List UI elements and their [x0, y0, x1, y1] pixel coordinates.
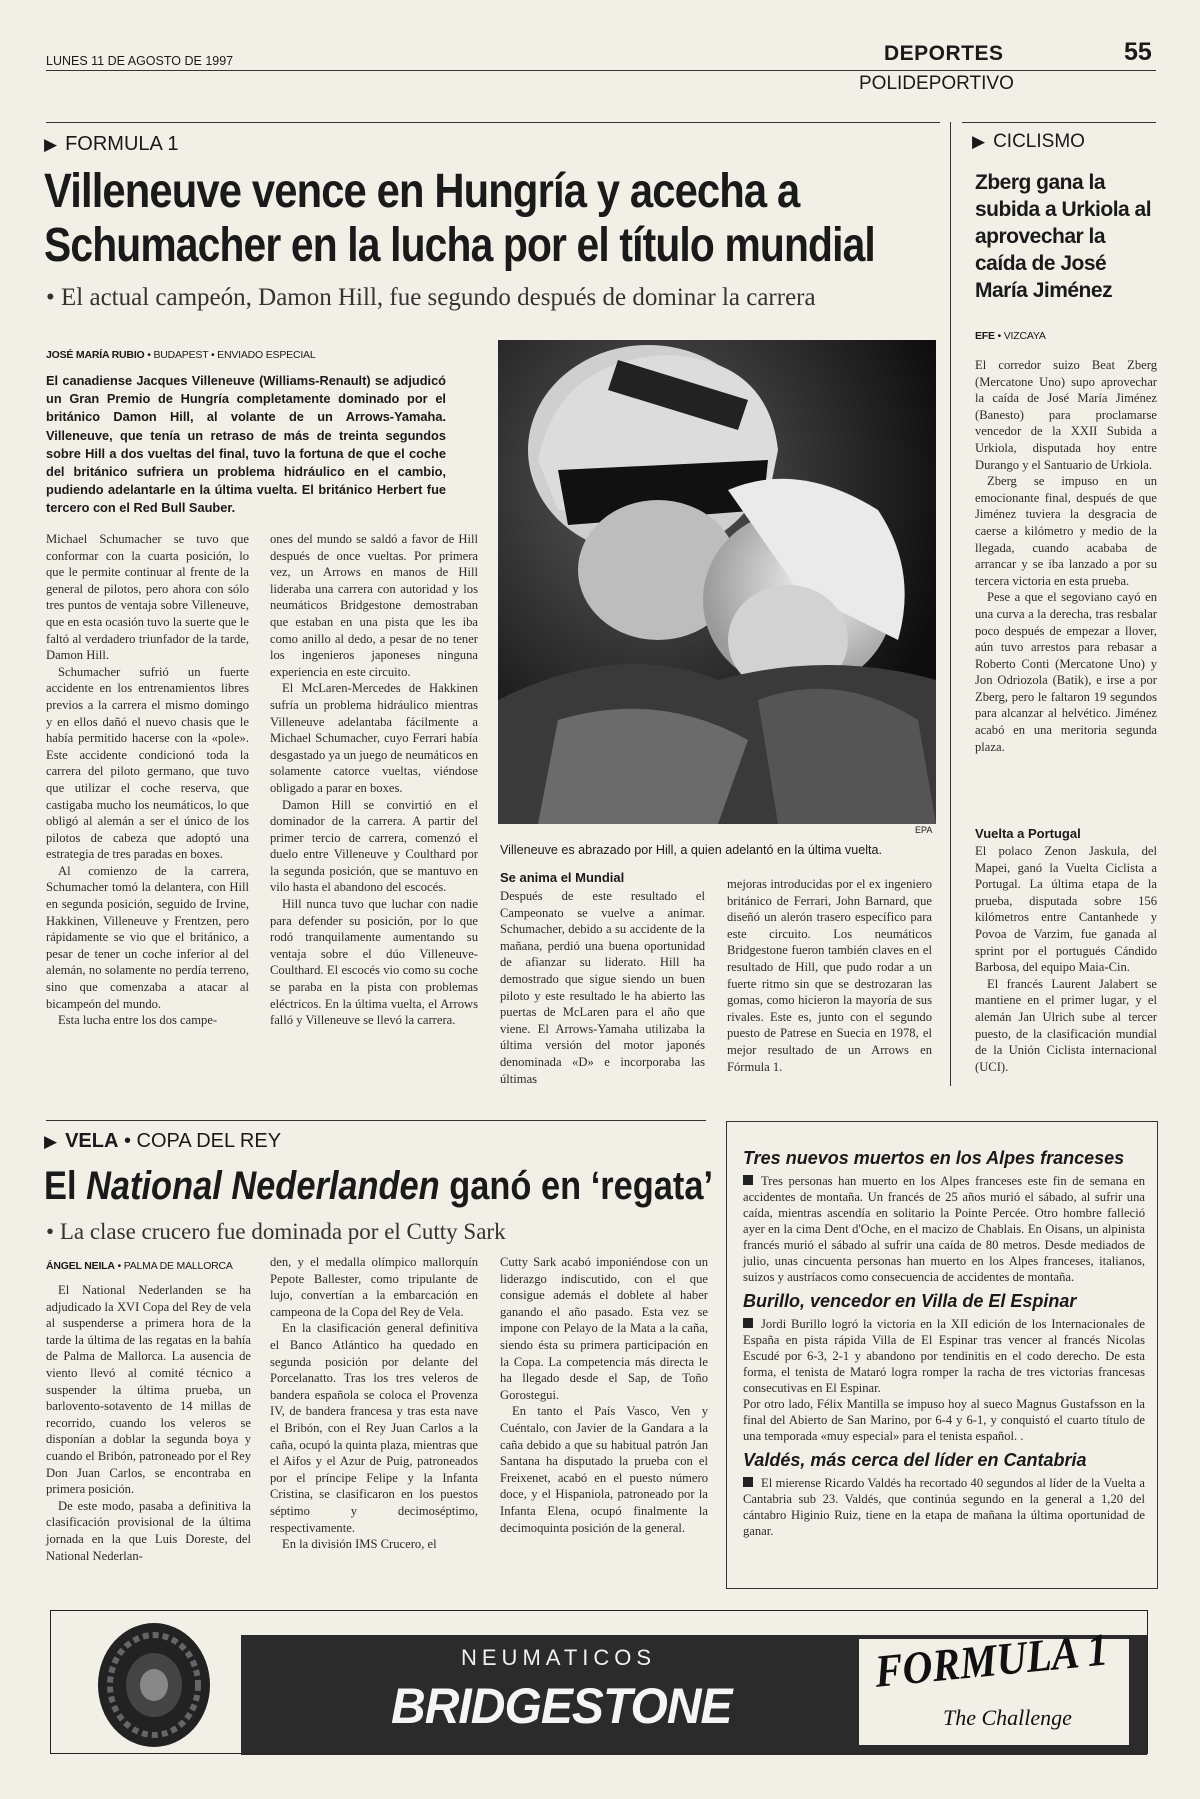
paragraph: den, y el medalla olímpico mallorquín Pepote Ballester, como tripulante de lujo, convertían a la embarcación en campeona de la Copa del Rey de Vela.	[270, 1255, 478, 1319]
paragraph: Hill nunca tuvo que luchar con nadie para defender su posición, por lo que rodó tranquilamente aumentando su ventaja sobre el dúo Villeneuve-Coulthard. El escocés vio como su coche se paraba en la pista con problemas eléctricos. En la última vuelta, el Arrows falló y Villeneuve se llevó la carrera.	[270, 897, 478, 1028]
formula-lead: El canadiense Jacques Villeneuve (Williams-Renault) se adjudicó un Gran Premio de Hungría completamente dominado por el británico Damon Hill, al volante de un Arrows-Yamaha. Villeneuve, que tenía un retraso de más de treinta segundos sobre Hill a dos vueltas del final, tuvo la fortuna de que el coche del británico sufriera un problema hidráulico en el cambio, pudiendo adelantarle en la última vuelta. El británico Herbert fue tercero con el Red Bull Sauber.	[46, 373, 446, 516]
paragraph: Después de este resultado el Campeonato se vuelve a animar. Schumacher, debido a su accidente de la mañana, perdió una buena oportunidad de afianzar su liderato. Hill ha demostrado que sigue siendo un buen piloto y este resultado le ha abierto las puertas de McLaren para el año que viene. El Arrows-Yamaha utilizaba la última versión del motor japonés denominada «D» e incorporaba las últimas	[500, 889, 705, 1086]
paragraph: Cutty Sark acabó imponiéndose con un liderazgo indiscutido, con el que consigue además el doblete al haber ganando el año pasado. Esta vez se impone con Pelayo de la Mata a la caña, siendo ésta su primera participación en la Copa. La competencia más directa le ha llegado desde el Sap, de Toño Gorostegui.	[500, 1255, 708, 1402]
paragraph: El francés Laurent Jalabert se mantiene en el primer lugar, y el alemán Jan Ulrich sube al tercer puesto, de la clasificación mundial de la Unión Ciclista internacional (UCI).	[975, 976, 1157, 1074]
vela-byline-author: ÁNGEL NEILA	[46, 1260, 115, 1272]
paragraph: De este modo, pasaba a definitiva la clasificación provisional de la última jornada en la que Luis Doreste, del National Nederlan-	[46, 1498, 251, 1563]
ciclismo-body	[975, 357, 1157, 755]
vela-headline-c: ganó en ‘regata’	[449, 1164, 714, 1208]
ciclismo-section-tag	[972, 131, 1085, 153]
paragraph: Esta lucha entre los dos campe-	[58, 1013, 218, 1028]
paragraph: En la clasificación general definitiva el Banco Atlántico ha quedado en segunda posición por delante del Porcelanatto. Tras los tres veleros de bandera española se coloca el Provenza IV, de bandera francesa y tras esta nave el Bribón, con el Rey Juan Carlos a la caña, ocupó la quinta plaza, mientras que el Aifos y el Azur de Puig, patroneados por el príncipe Felipe y la Infanta Cristina, se clasificaron en los puestos séptimo y decimoséptimo, respectivamente.	[270, 1321, 478, 1535]
subsection-name: POLIDEPORTIVO	[859, 73, 1014, 94]
page-date: LUNES 11 DE AGOSTO DE 1997	[46, 54, 234, 68]
ad-top-text: NEUMATICOS	[461, 1645, 657, 1670]
formula-headline-line2: Schumacher en la lucha por el título mundial	[44, 219, 875, 272]
vela-headline	[44, 1164, 713, 1209]
triangle-icon: ▶	[972, 132, 986, 151]
square-bullet-icon	[743, 1477, 753, 1487]
paragraph: Schumacher sufrió un fuerte accidente en los entrenamientos libres previos a la carrera el mismo domingo y en ellos dañó el nuevo chasis que le había permitido hacerse con la «pole». Este accidente condicionó toda la carrera del piloto germano, que tuvo que utilizar el coche reserva, que castigaba mucho los neumáticos, lo que obligó al alemán a ser el único de los pilotos de cabeza que adoptó una estrategia de tres paradas en boxes.	[46, 664, 249, 862]
photo-credit: EPA	[915, 825, 933, 835]
tire-icon	[91, 1619, 217, 1751]
vela-headline-a: El	[44, 1164, 77, 1208]
bullet-icon: •	[46, 1219, 60, 1244]
brief-text: Tres personas han muerto en los Alpes franceses este fin de semana en accidentes de montaña. Un francés de 25 años murió el sábado, al sufrir una caída, mientras ascendía en solitario la Pointe Percée. Otro hombre falleció ayer en la cima Dent d'Oche, en el macizo de Chablais. En Oisans, un alpinista francés murió el sábado al sufrir una caída de 80 metros. Desde mediados de julio, unas cincuenta personas han muerto en los Alpes franceses, italianos, suizos y austríacos como consecuencia de accidentes de montaña.	[743, 1174, 1145, 1284]
formula-logo	[859, 1623, 1129, 1745]
brief-body	[743, 1316, 1145, 1396]
paragraph: El polaco Zenon Jaskula, del Mapei, ganó la Vuelta Ciclista a Portugal. La última etapa de la prueba, disputada sobre 156 kilómetros entre Cantanhede y Povoa de Varzim, fue ganada al sprint por el portugués Cándido Barbosa, del equipo Maia-Cin.	[975, 844, 1157, 975]
vela-byline: ÁNGEL NEILA • PALMA DE MALLORCA	[46, 1260, 233, 1272]
paragraph: ones del mundo se saldó a favor de Hill después de once vueltas. Por primera vez, un Arrows en manos de Hill lideraba una carrera con autoridad y los neumáticos Bridgestone demostraban que estaban en una pista que les iba como anillo al dedo, a pesar de no tener los ingenieros japoneses ninguna experiencia en este circuito.	[270, 532, 478, 679]
formula-byline-place: BUDAPEST • ENVIADO ESPECIAL	[153, 349, 316, 361]
vela-subhead	[46, 1219, 506, 1245]
square-bullet-icon	[743, 1318, 753, 1328]
formula-logo-text: FORMULA 1	[873, 1623, 1110, 1697]
formula-byline-author: JOSÉ MARÍA RUBIO	[46, 349, 145, 361]
vela-top-rule	[46, 1120, 706, 1121]
photo-illustration	[498, 340, 936, 824]
vela-headline-b: National Nederlanden	[86, 1164, 440, 1208]
ad-brand: BRIDGESTONE	[391, 1678, 732, 1734]
paragraph: El McLaren-Mercedes de Hakkinen sufría un problema hidráulico mientras Villeneuve adelantaba fácilmente a Michael Schumacher, cuyo Ferrari había desgastado ya un juego de neumáticos en solamente catorce vueltas, viéndose obligado a parar en boxes.	[270, 681, 478, 795]
vela-section-tag: ▶ VELA • COPA DEL REY	[44, 1130, 282, 1152]
triangle-icon: ▶	[44, 135, 58, 154]
ciclismo-tag-label: CICLISMO	[993, 131, 1085, 152]
brief-title: Valdés, más cerca del líder en Cantabria	[743, 1450, 1087, 1470]
bullet-icon: •	[46, 284, 62, 311]
column-divider	[950, 122, 951, 1086]
formula-subhead-text: El actual campeón, Damon Hill, fue segundo después de dominar la carrera	[61, 284, 816, 311]
paragraph: Al comienzo de la carrera, Schumacher tomó la delantera, con Hill en segunda posición, seguido de Irvine, Hakkinen, Villeneuve y Frentzen, pero rápidamente se vio que el británico, a pesar de tener un coche inferior al del alemán, no solamente no perdía terreno, sino que comenzaba a atacar al bicampeón del mundo.	[46, 863, 249, 1011]
brief-body-2: Por otro lado, Félix Mantilla se impuso hoy al sueco Magnus Gustafsson en la final del Abierto de San Marino, por 6-4 y 6-1, y conquistó el cuarto título de una temporada «muy especial» para el tenista español. .	[743, 1397, 1145, 1443]
paragraph: Michael Schumacher se tuvo que conformar con la cuarta posición, lo que le permite continuar al frente de la general de pilotos, pero ahora con sólo tres puntos de ventaja sobre Villeneuve, que en esta ocasión tuvo la suerte que le faltó al verdadero triunfador de la tarde, Damon Hill.	[46, 532, 249, 663]
header-rule	[46, 70, 1156, 71]
vela-column-2	[270, 1254, 478, 1553]
ciclismo-body-2	[975, 843, 1157, 1075]
paragraph: Zberg se impuso en un emocionante final, después de que Jiménez tuviera la desgracia de caerse a kilómetro y medio de la llegada, cuando acababa de arrancar y se iba lanzado a por su tercera victoria en esta prueba.	[975, 474, 1157, 588]
ciclismo-top-rule	[962, 122, 1156, 123]
formula-headline-line1: Villeneuve vence en Hungría y acecha a	[44, 165, 800, 218]
formula-subheading: Se anima el Mundial	[500, 870, 625, 885]
formula-tag-label: FORMULA 1	[65, 133, 179, 155]
brief-text: Jordi Burillo logró la victoria en la XII edición de los Internacionales de España en pista rápida Villa de El Espinar tras vencer al francés Nicolas Escudé por 6-3, 2-1 y abandono por tendinitis en el codo derecho. De esta forma, el tenista de Mataró logra romper la racha de tres victorias francesas consecutivas en El Espinar.	[743, 1317, 1145, 1395]
formula-column-2	[270, 531, 478, 1029]
ciclismo-subheading: Vuelta a Portugal	[975, 826, 1081, 841]
formula-column-1	[46, 531, 249, 1029]
paragraph: Damon Hill se convirtió en el dominador de la carrera. A partir del primer tercio de carrera, comenzó el duelo entre Villeneuve y Coulthard por la segunda posición, que se mantuvo en vilo hasta el abandono del escocés.	[270, 797, 478, 895]
section-name: DEPORTES	[884, 42, 1004, 65]
ciclismo-byline-place: VIZCAYA	[1003, 330, 1046, 342]
paragraph: mejoras introducidas por el ex ingeniero británico de Ferrari, John Barnard, que diseñó un alerón trasero específico para este circuito. Los neumáticos Bridgestone fueron también claves en el resultado de Hill, que pudo rodar a un fuerte ritmo sin que se destrozaran las gomas, como hicieron la mayoría de sus rivales. Este es, junto con el segundo puesto de Patrese en Suecia en 1978, el mejor resultado de un Arrows en Fórmula 1.	[727, 877, 932, 1074]
photo-caption: Villeneuve es abrazado por Hill, a quien adelantó en la última vuelta.	[500, 843, 883, 857]
vela-subhead-text: La clase crucero fue dominada por el Cutty Sark	[59, 1219, 506, 1244]
formula-subhead	[46, 284, 816, 312]
formula-section-tag	[44, 133, 178, 156]
square-bullet-icon	[743, 1175, 753, 1185]
vela-column-3	[500, 1254, 708, 1536]
paragraph: El corredor suizo Beat Zberg (Mercatone Uno) supo aprovechar la caída de José María Jiménez (Banesto) para proclamarse vencedor de la XXII Subida a Urkiola, disputada hoy entre Durango y el Santuario de Urkiola.	[975, 358, 1157, 472]
formula-column-4	[727, 876, 932, 1075]
ciclismo-byline: EFE • VIZCAYA	[975, 330, 1046, 342]
vela-tag-label: VELA	[65, 1130, 119, 1152]
paragraph: En la división IMS Crucero, el	[282, 1537, 437, 1552]
paragraph: El National Nederlanden se ha adjudicado la XVI Copa del Rey de vela al suspenderse a primera hora de la tarde la última de las regatas en la bahía de Palma de Mallorca. La ausencia de viento llevó al comité técnico a suspender la última prueba, un barlovento-sotavento de 14 millas de recorrido, cuando los veleros se disponían a doblar la segunda boya y cuando el Bribón, patroneado por el Rey Don Juan Carlos, se encontraba en primera posición.	[46, 1283, 251, 1497]
formula-logo-tagline: The Challenge	[943, 1705, 1072, 1730]
paragraph: En tanto el País Vasco, Ven y Cuéntalo, con Javier de la Gandara a la caña debido a que su habitual patrón Jan Santana ha disputado la prueba con el Freixenet, acabó en el puesto número doce, y el Hispaniola, patroneado por la Infanta Elena, ocupó finalmente la decimoquinta posición de la general.	[500, 1404, 708, 1535]
vela-column-1	[46, 1282, 251, 1564]
vela-tag2-label: COPA DEL REY	[136, 1130, 282, 1152]
brief-body	[743, 1475, 1145, 1539]
paragraph: Pese a que el segoviano cayó en una curva a la derecha, tras resbalar poco después de empezar a llover, aún tuvo arrestos para rebasar a Roberto Conti (Mercatone Uno) y Jon Odriozola (Batik), e irse a por Zberg, pero le faltaron 19 segundos para alcanzar al helvético. Jiménez acabó en una meritoria segunda plaza.	[975, 590, 1157, 754]
formula-column-3	[500, 888, 705, 1087]
formula-byline: JOSÉ MARÍA RUBIO • BUDAPEST • ENVIADO ESPECIAL	[46, 349, 316, 361]
race-photo	[498, 340, 936, 824]
vela-byline-place: PALMA DE MALLORCA	[123, 1260, 233, 1272]
brief-title: Tres nuevos muertos en los Alpes franceses	[743, 1148, 1125, 1168]
brief-body	[743, 1173, 1145, 1285]
ciclismo-headline: Zberg gana la subida a Urkiola al aprovechar la caída de José María Jiménez	[975, 171, 1152, 302]
bridgestone-ad	[50, 1610, 1148, 1754]
page-number: 55	[1124, 38, 1152, 66]
triangle-icon: ▶	[44, 1132, 58, 1151]
ciclismo-byline-author: EFE	[975, 330, 995, 342]
formula-top-rule	[46, 122, 940, 123]
briefs-box	[726, 1121, 1158, 1589]
brief-text: El mierense Ricardo Valdés ha recortado 40 segundos al líder de la Vuelta a Cantabria sub 23. Valdés, que continúa segundo en la general a 1,20 del cántabro Higinio Ruiz, tiene en la etapa de mañana la última oportunidad de ganar.	[743, 1476, 1145, 1538]
brief-title: Burillo, vencedor en Villa de El Espinar	[743, 1291, 1077, 1311]
